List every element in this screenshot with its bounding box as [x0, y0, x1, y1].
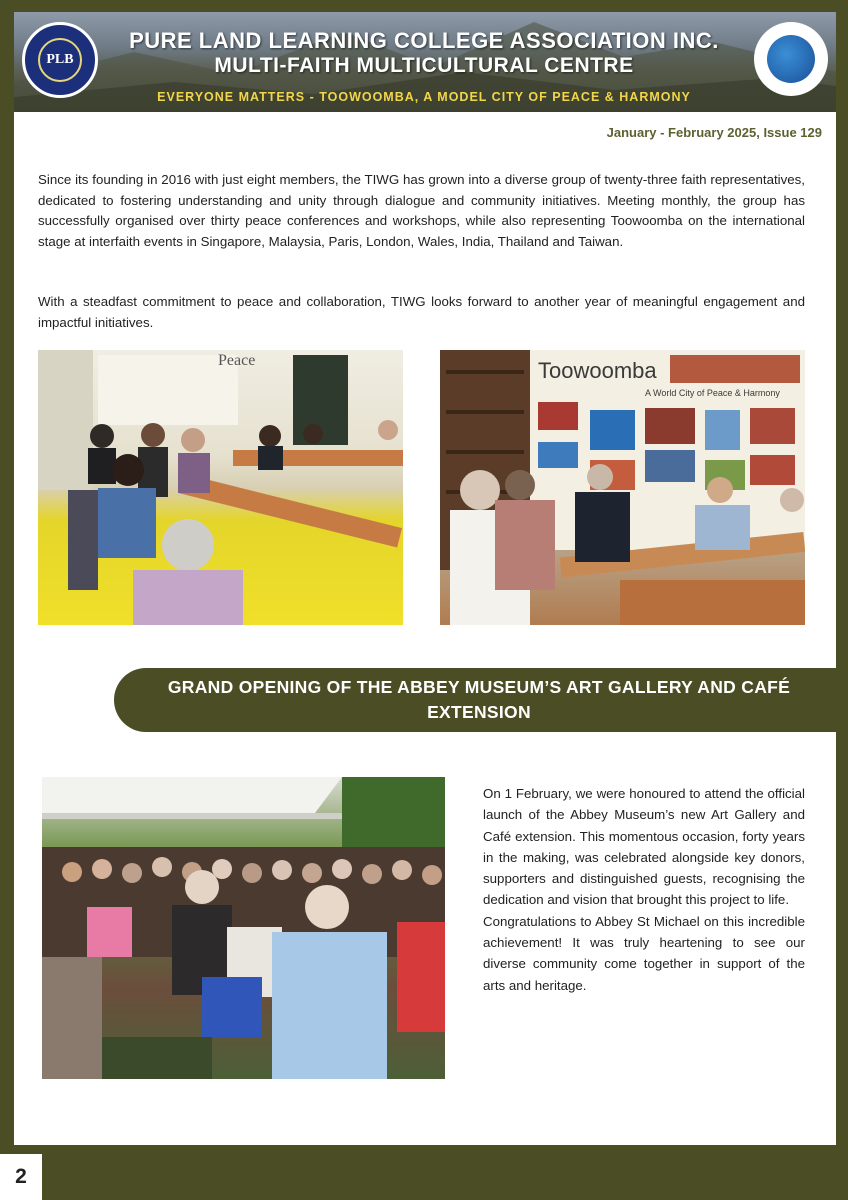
toowoomba-sign-title: Toowoomba — [538, 358, 657, 383]
crowd-scene — [42, 777, 445, 1079]
newsletter-page — [14, 12, 836, 1145]
paragraph-abbey-congratulations: Congratulations to Abbey St Michael on this incredible achievement! It was truly heartening to see our diverse community come together in support of the arts and heritage. — [483, 913, 805, 993]
paragraph-abbey-launch: On 1 February, we were honoured to attend the official launch of the Abbey Museum’s new Art Gallery and Café extension. This momentous occasion, forty years in the making, was celebrated alongside key donors, supporters and distinguished guests, recognising the dedication and vision that brought this project to life. — [483, 786, 805, 908]
masthead-title: PURE LAND LEARNING COLLEGE ASSOCIATION INC. — [129, 28, 719, 53]
section-body — [483, 783, 805, 996]
photo-meeting-peace-room — [38, 350, 403, 625]
page-number: 2 — [0, 1154, 42, 1200]
photo-abbey-museum-crowd — [42, 777, 445, 1079]
section-banner — [114, 668, 836, 732]
issue-label: January - February 2025, Issue 129 — [606, 125, 822, 140]
globe-people-icon — [767, 35, 815, 83]
paragraph-tiwg-commitment: With a steadfast commitment to peace and collaboration, TIWG looks forward to another year of meaningful engagement and impactful initiatives. — [38, 294, 805, 330]
paragraph-tiwg-history: Since its founding in 2016 with just eight members, the TIWG has grown into a diverse group of twenty-three faith representatives, dedicated to fostering understanding and unity through dialogue and community initiatives. Meeting monthly, the group has successfully organised over thirty peace conferences and workshops, while also representing Toowoomba on the international stage at interfaith events in Singapore, Malaysia, Paris, London, Wales, India, Thailand and Taiwan. — [38, 172, 805, 249]
toowoomba-sign-subtitle: A World City of Peace & Harmony — [645, 388, 780, 398]
masthead — [14, 12, 836, 112]
masthead-subtitle: MULTI-FAITH MULTICULTURAL CENTRE — [214, 54, 634, 77]
college-seal-icon: PLB — [38, 38, 82, 82]
photo-meeting-toowoomba-wall — [440, 350, 805, 625]
meeting-scene-right — [440, 350, 805, 625]
meeting-scene-left — [38, 350, 403, 625]
multifaith-logo — [754, 22, 828, 96]
peace-sign-text: Peace — [218, 352, 256, 369]
section-title: GRAND OPENING OF THE ABBEY MUSEUM’S ART GALLERY AND CAFÉ EXTENSION — [167, 677, 791, 722]
college-logo — [22, 22, 98, 98]
masthead-tagline: EVERYONE MATTERS - TOOWOOMBA, A MODEL CITY OF PEACE & HARMONY — [157, 90, 691, 104]
